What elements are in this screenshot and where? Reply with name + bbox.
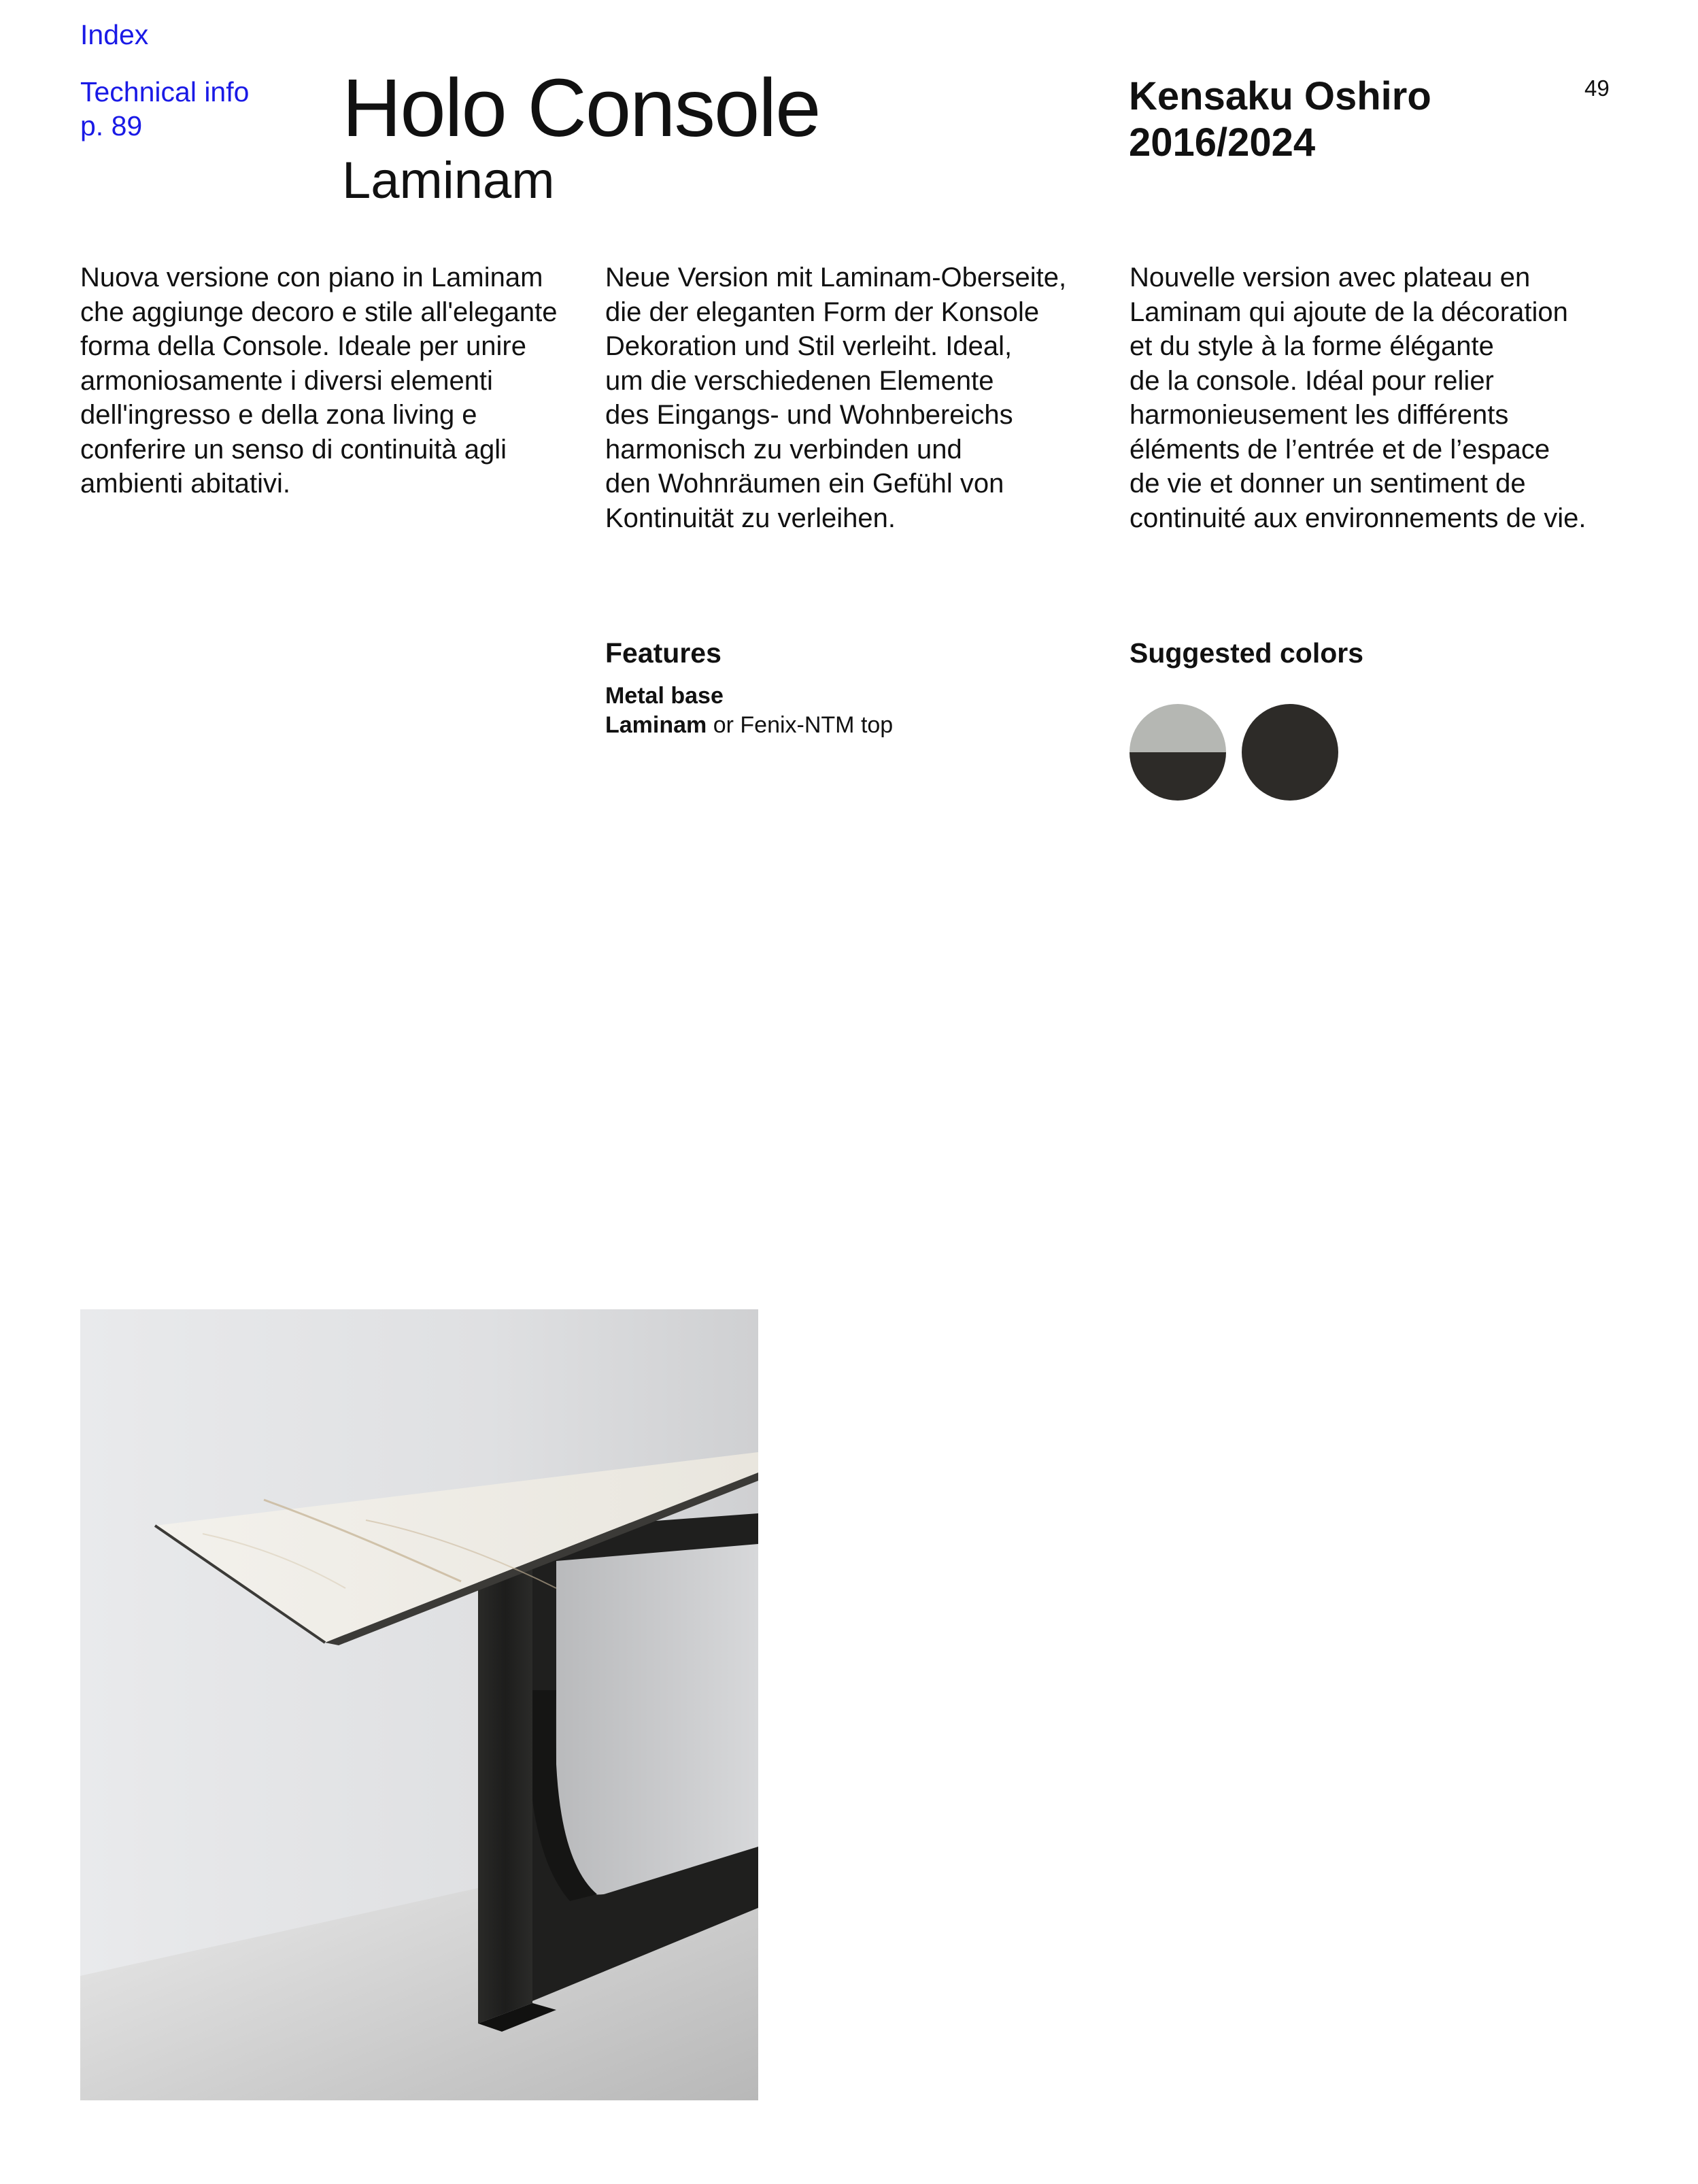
description-line: Nouvelle version avec plateau en (1130, 263, 1531, 292)
description-line: forma della Console. Ideale per unire (80, 331, 526, 361)
color-swatch-grey-dark (1130, 704, 1226, 801)
designer-name: Kensaku Oshiro (1129, 74, 1431, 118)
description-line: de vie et donner un sentiment de (1130, 469, 1526, 499)
description-line: um die verschiedenen Elemente (605, 365, 994, 396)
description-line: des Eingangs- und Wohnbereichs (605, 400, 1013, 430)
feature-top-material: Laminam (605, 712, 707, 738)
description-line: Nuova versione con piano in Laminam (80, 263, 543, 292)
description-line: die der eleganten Form der Konsole (605, 297, 1040, 327)
swatch-half-dark (1130, 752, 1226, 801)
description-line: dell'ingresso e della zona living e (80, 400, 477, 430)
description-french (1130, 261, 1633, 535)
features-heading: Features (605, 637, 721, 669)
suggested-colors-heading: Suggested colors (1130, 637, 1364, 669)
features-list (605, 682, 893, 740)
index-link[interactable]: Index (80, 19, 149, 50)
description-line: che aggiunge decoro e stile all'elegante (80, 297, 558, 327)
product-photo (80, 1309, 758, 2100)
description-line: de la console. Idéal pour relier (1130, 365, 1494, 396)
description-line: ambienti abitativi. (80, 469, 291, 499)
designer-block (1129, 73, 1431, 166)
page-number: 49 (1584, 75, 1610, 101)
feature-top-alternative: or Fenix-NTM top (707, 712, 894, 738)
feature-metal-base: Metal base (605, 683, 724, 709)
description-german (605, 261, 1108, 535)
design-years: 2016/2024 (1129, 120, 1316, 165)
technical-info-page: p. 89 (80, 110, 143, 141)
description-italian (80, 261, 583, 501)
description-line: den Wohnräumen ein Gefühl von (605, 469, 1004, 499)
description-line: éléments de l’entrée et de l’espace (1130, 434, 1550, 465)
color-swatch-dark (1242, 704, 1338, 801)
feature-item (605, 711, 893, 740)
technical-info-label: Technical info (80, 76, 250, 107)
swatch-half-grey (1130, 704, 1226, 752)
description-line: Kontinuität zu verleihen. (605, 503, 896, 533)
description-line: harmonisch zu verbinden und (605, 434, 962, 465)
description-line: armoniosamente i diversi elementi (80, 365, 493, 396)
feature-item (605, 682, 893, 711)
description-line: harmonieusement les différents (1130, 400, 1509, 430)
description-line: Neue Version mit Laminam-Oberseite, (605, 263, 1067, 292)
page-subtitle: Laminam (342, 152, 555, 209)
description-line: Dekoration und Stil verleiht. Ideal, (605, 331, 1013, 361)
technical-info-link[interactable] (80, 75, 305, 143)
description-line: conferire un senso di continuità agli (80, 434, 507, 465)
console-photo-illustration (80, 1309, 758, 2100)
description-line: continuité aux environnements de vie. (1130, 503, 1586, 533)
page-title: Holo Console (342, 61, 820, 154)
description-line: et du style à la forme élégante (1130, 331, 1494, 361)
description-line: Laminam qui ajoute de la décoration (1130, 297, 1568, 327)
